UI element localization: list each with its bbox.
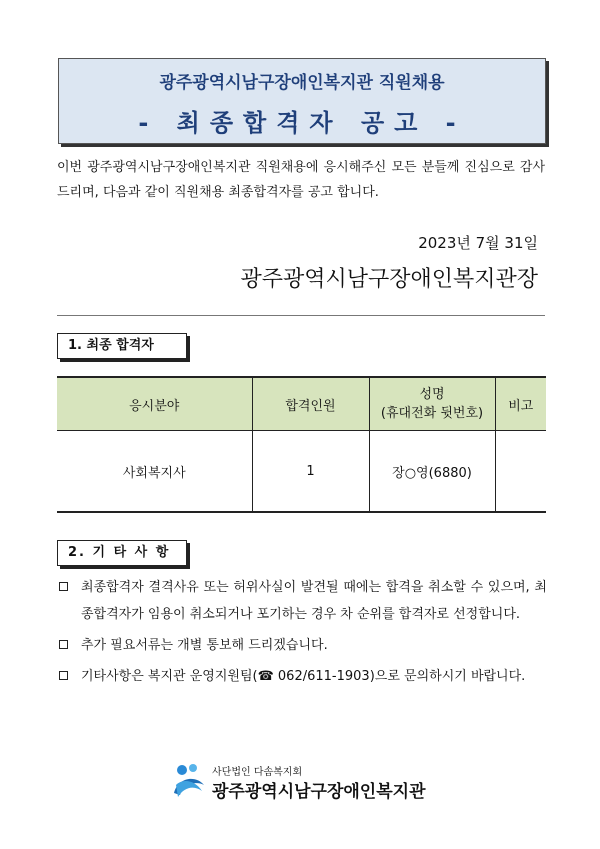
list-item [57,574,547,628]
title-line1 [59,68,545,93]
title-box [58,58,546,144]
header-name [369,377,495,431]
logo-subtitle: 사단법인 다솜복지회 [212,767,303,778]
header-remark: 비고 [495,377,546,431]
title-line2: - 최종합격자 공고 - [138,109,466,137]
intro-text: 이번 광주광역시남구장애인복지관 직원채용에 응시해주신 모든 분들께 진심으로 감사드리며, 다음과 같이 직원채용 최종합격자를 공고 합니다. [57,160,545,200]
cell-count: 1 [252,431,369,513]
organization-name: 광주광역시남구장애인복지관장 [240,267,538,292]
title-accent: 직원채용 [378,73,445,93]
note-text: 최종합격자 결격사유 또는 허위사실이 발견될 때에는 합격을 취소할 수 있으며, 최종합격자가 임용이 취소되거나 포기하는 경우 차 순위를 합격자로 선정합니다. [81,580,547,622]
header-count: 합격인원 [252,377,369,431]
list-item [57,663,547,690]
cell-remark [495,431,546,513]
announcement-date: 2023년 7월 31일 [418,234,538,252]
results-table [57,376,546,513]
notes-list [57,574,547,694]
note-text: 기타사항은 복지관 운영지원팀(☎ 062/611-1903)으로 문의하시기 바랍니다. [81,669,526,684]
table-header-row [57,377,546,431]
header-name-label: 성명 (휴대전화 뒷번호) [380,387,484,421]
section-heading-other-matters: 2. 기 타 사 항 [57,540,187,566]
cell-name: 장○영(6880) [369,431,495,513]
logo-mark-icon [172,763,206,799]
cell-field: 사회복지사 [57,431,252,513]
header-field: 응시분야 [57,377,252,431]
divider [57,315,545,316]
checkbox-bullet-icon [59,640,68,649]
title-main: 광주광역시남구장애인복지관 [159,73,373,93]
section-heading-final-passers: 1. 최종 합격자 [57,333,187,359]
checkbox-bullet-icon [59,671,68,680]
organization-logo [172,761,432,801]
table-row [57,431,546,513]
note-text: 추가 필요서류는 개별 통보해 드리겠습니다. [81,638,328,653]
checkbox-bullet-icon [59,582,68,591]
list-item [57,632,547,659]
logo-title: 광주광역시남구장애인복지관 [212,782,426,802]
